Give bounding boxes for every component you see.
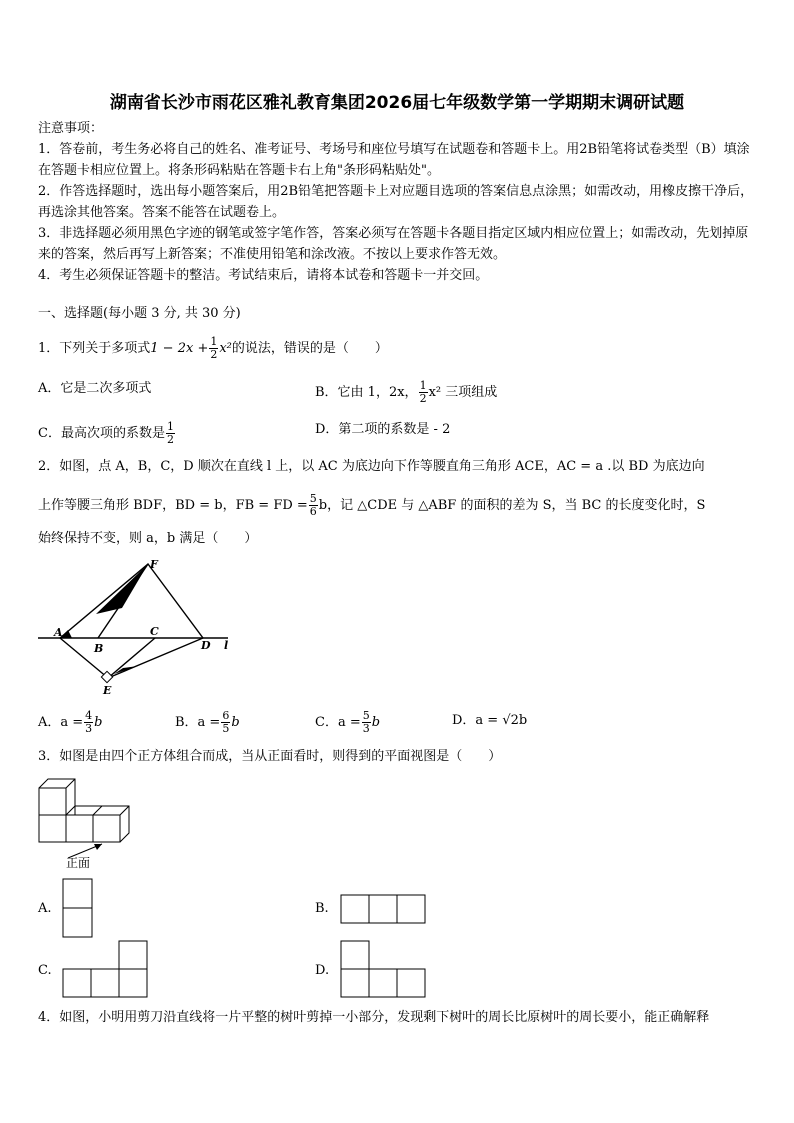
q2-stem-line3: 始终保持不变，则 a，b 满足（ ） <box>38 531 258 546</box>
front-label: 正面 <box>66 856 91 870</box>
triangle-bdf <box>60 564 203 638</box>
q4-stem: 4．如图，小明用剪刀沿直线将一片平整的树叶剪掉一小部分，发现剩下树叶的周长比原树叶的周长要小，能正确解释 <box>38 1010 710 1025</box>
q3-option-a-label: A. <box>38 901 52 916</box>
q2-figure <box>38 556 248 698</box>
section-heading: 一、选择题(每小题 3 分, 共 30 分) <box>38 306 241 321</box>
q2-stem-line2: 上作等腰三角形 BDF，BD = b，FB = FD = $\frac{5}{6}$ b，记 △CDE 与 △ABF 的面积的差为 S，当 BC 的长度变化时，S <box>38 492 706 518</box>
q3-option-a-figure <box>62 878 94 940</box>
q1-option-a: A．它是二次多项式 <box>38 381 152 396</box>
q1-option-d: D．第二项的系数是 - 2 <box>315 422 451 437</box>
q3-option-c-label: C. <box>38 963 52 978</box>
note-item: 3．非选择题必须用黑色字迹的钢笔或签字笔作答，答案必须写在答题卡各题目指定区域内相应位置上；如需改动，先划掉原来的答案，然后再写上新答案；不准使用铅笔和涂改液。不按以上要求作答无效。 <box>38 226 749 262</box>
label-b: B <box>94 642 104 655</box>
side-de <box>108 638 203 678</box>
label-f: F <box>150 558 158 571</box>
q1-option-c: C．最高次项的系数是 $\frac{1}{2}$ <box>38 420 174 446</box>
q3-option-d-figure <box>340 940 430 1000</box>
q2-option-a: A．a = $\frac{4}{3}$ b <box>38 709 103 735</box>
page-title: 湖南省长沙市雨花区雅礼教育集团2026届七年级数学第一学期期末调研试题 <box>109 93 685 113</box>
q2-option-d: D．a = √2b <box>452 713 528 728</box>
label-c: C <box>150 625 159 638</box>
q3-option-c-figure <box>62 940 152 1000</box>
notes <box>38 118 760 286</box>
note-item: 1．答卷前，考生务必将自己的姓名、准考证号、考场号和座位号填写在试题卷和答题卡上。用2B铅笔将试卷类型（B）填涂在答题卡相应位置上。将条形码粘贴在答题卡右上角"条形码粘贴处"。 <box>38 142 750 178</box>
q2-option-c: C．a = $\frac{5}{3}$ b <box>315 709 381 735</box>
q3-option-d-label: D. <box>315 963 330 978</box>
note-item: 2．作答选择题时，选出每小题答案后，用2B铅笔把答题卡上对应题目选项的答案信息点涂黑；如需改动，用橡皮擦干净后，再选涂其他答案。答案不能答在试题卷上。 <box>38 184 754 220</box>
q3-cube-figure <box>38 778 138 870</box>
notes-heading: 注意事项： <box>38 121 104 136</box>
q2-option-b: B．a = $\frac{6}{5}$ b <box>175 709 240 735</box>
label-d: D <box>201 639 211 652</box>
q2-stem-line1: 2．如图，点 A，B，C，D 顺次在直线 l 上，以 AC 为底边向下作等腰直角三角形 ACE，AC = a .以 BD 为底边向 <box>38 459 705 474</box>
label-e: E <box>103 684 112 697</box>
q3-stem: 3．如图是由四个正方体组合而成，当从正面看时，则得到的平面视图是（ ） <box>38 749 502 764</box>
q1-option-b: B．它由 1，2x， $\frac{1}{2}$ x² 三项组成 <box>315 379 498 405</box>
label-a: A <box>54 626 63 639</box>
note-item: 4．考生必须保证答题卡的整洁。考试结束后，请将本试卷和答题卡一并交回。 <box>38 268 489 283</box>
shaded-region-abf <box>96 564 148 614</box>
label-l: l <box>224 639 229 652</box>
q3-option-b-label: B. <box>315 901 329 916</box>
q3-option-b-figure <box>340 894 428 926</box>
q1-stem: 1．下列关于多项式1 − 2x + $\frac{1}{2}$ x²的说法，错误的是（ ） <box>38 335 388 361</box>
